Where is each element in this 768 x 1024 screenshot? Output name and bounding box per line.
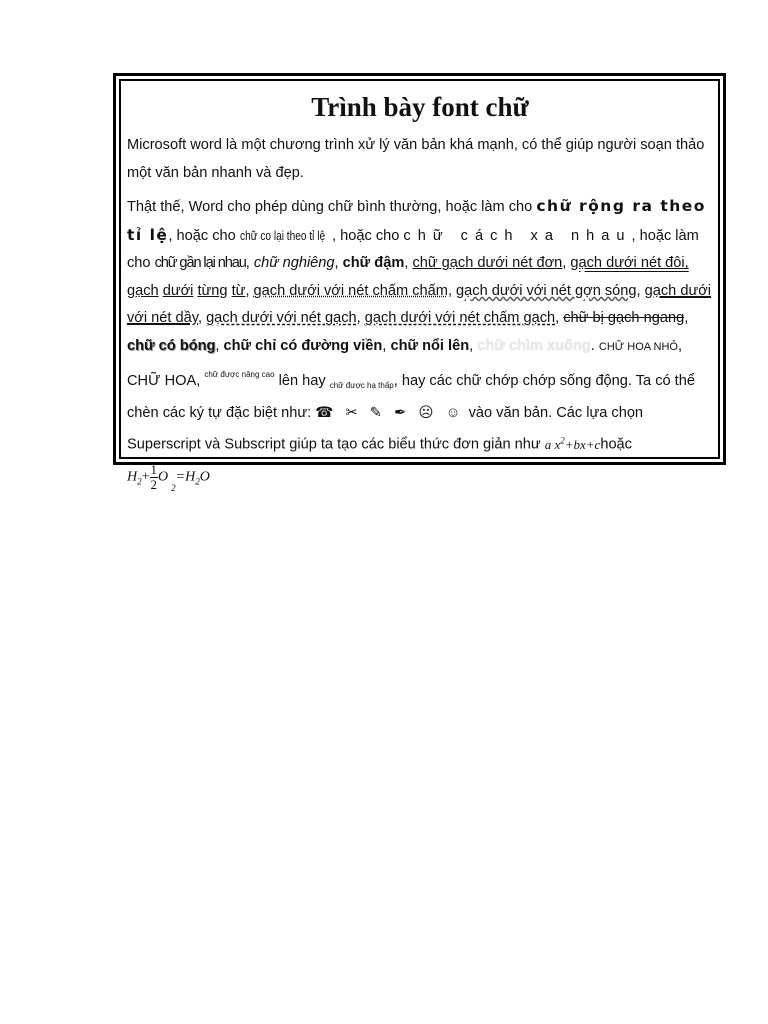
- fraction-denominator: 2: [150, 476, 158, 492]
- text-run: ,: [469, 337, 478, 354]
- document-frame-inner: [119, 79, 720, 494]
- text-run: ,: [215, 337, 224, 354]
- text-wide: chữ rộng ra theo tỉ lệ: [127, 197, 706, 244]
- formula-fraction: [150, 463, 159, 492]
- paragraph-intro: Microsoft word là một chương trình xử lý văn bản khá mạnh, có thể giúp người soạn thảo một văn bản nhanh và đẹp.: [127, 137, 705, 181]
- text-run: ,: [356, 310, 365, 327]
- text-subscript: chữ được hạ thấp: [329, 381, 394, 391]
- formula-chemical: [127, 461, 210, 494]
- special-symbols-icon: ☎ ✂ ✎ ✒ ☹ ☺: [315, 404, 465, 421]
- text-bold: chữ đậm: [342, 255, 405, 272]
- formula-subscript: 2: [171, 483, 176, 494]
- formula-term: O: [199, 469, 210, 485]
- text-strikethrough: chữ bị gạch ngang: [563, 310, 685, 327]
- paragraph-formatting: [127, 193, 713, 494]
- text-run: lên hay: [274, 373, 330, 390]
- text-underline-single: chữ gạch dưới nét đơn: [412, 255, 563, 272]
- formula-term: =H: [175, 469, 196, 485]
- formula-quadratic: [545, 437, 601, 452]
- text-underline-word: từ: [231, 282, 246, 299]
- text-underline-word: từng: [197, 282, 228, 299]
- text-run: , hoặc cho: [332, 227, 404, 244]
- text-run: , hoặc cho: [168, 227, 240, 244]
- text-run: .: [590, 337, 599, 354]
- text-run: ,: [447, 282, 457, 299]
- text-run: ,: [684, 310, 689, 327]
- text-small-caps: CHỮ HOA NHỎ: [598, 340, 678, 353]
- formula-term: +bx+c: [564, 436, 601, 452]
- formula-term: H: [127, 469, 138, 485]
- text-underline-dashdot: gạch dưới với nét chấm gạch: [364, 310, 556, 327]
- text-underline-dotted: gạch dưới với nét chấm chấm: [253, 282, 448, 299]
- text-italic: chữ nghiêng: [253, 255, 335, 272]
- text-run: , CHỮ HOA,: [127, 337, 683, 390]
- text-run: ,: [334, 255, 343, 272]
- fraction-numerator: 1: [150, 461, 158, 477]
- text-underline-word: gạch: [127, 282, 159, 299]
- text-spaced: chữ cách xa nhau: [403, 227, 632, 244]
- text-run: vào văn bản. Các lựa chọn Superscript và Subscript giúp ta tạo các biểu thức đơn giản như: [127, 404, 644, 453]
- text-run: ,: [562, 255, 571, 272]
- text-run: ,: [555, 310, 564, 327]
- formula-subscript: 2: [195, 476, 200, 487]
- text-emboss: chữ nổi lên: [390, 337, 470, 354]
- text-run: ,: [245, 282, 254, 299]
- text-underline-double: gạch dưới nét đôi,: [570, 255, 689, 272]
- text-run: , hay các chữ chớp chớp sống động. Ta có thể chèn các ký tự đặc biệt như:: [127, 373, 695, 421]
- document-frame: [113, 73, 726, 494]
- text-run: , hoặc làm cho: [127, 227, 699, 272]
- text-run: hoặc: [600, 436, 632, 453]
- text-engrave: chữ chìm xuống: [477, 337, 591, 354]
- text-underline-wave: gạch dưới với nét gợn sóng: [456, 282, 637, 299]
- text-run: ,: [636, 282, 645, 299]
- text-run: Thật thế, Word cho phép dùng chữ bình thường, hoặc làm cho: [127, 199, 537, 216]
- document-title: Trình bày font chữ: [311, 92, 529, 122]
- text-run: ,: [197, 310, 207, 327]
- formula-subscript: 2: [137, 476, 142, 487]
- text-narrow: chữ co lại theo tỉ lệ: [239, 227, 326, 243]
- text-run: ,: [245, 255, 254, 272]
- text-shadow: chữ có bóng: [127, 337, 216, 354]
- text-underline-thick: gạch dưới với nét dầy: [127, 282, 712, 327]
- text-superscript: chữ được nâng cao: [204, 370, 275, 380]
- formula-operator: +: [141, 469, 150, 485]
- formula-exponent: 2: [560, 435, 565, 446]
- text-outline: chữ chỉ có đường viền: [223, 337, 383, 354]
- text-run: ,: [382, 337, 391, 354]
- text-underline-dash: gạch dưới với nét gạch: [206, 310, 357, 327]
- formula-term: O: [158, 469, 169, 485]
- text-condensed: chữ gần lại nhau: [154, 255, 246, 272]
- text-underline-word: dưới: [162, 282, 194, 299]
- formula-term: a x: [544, 436, 561, 452]
- text-run: ,: [404, 255, 413, 272]
